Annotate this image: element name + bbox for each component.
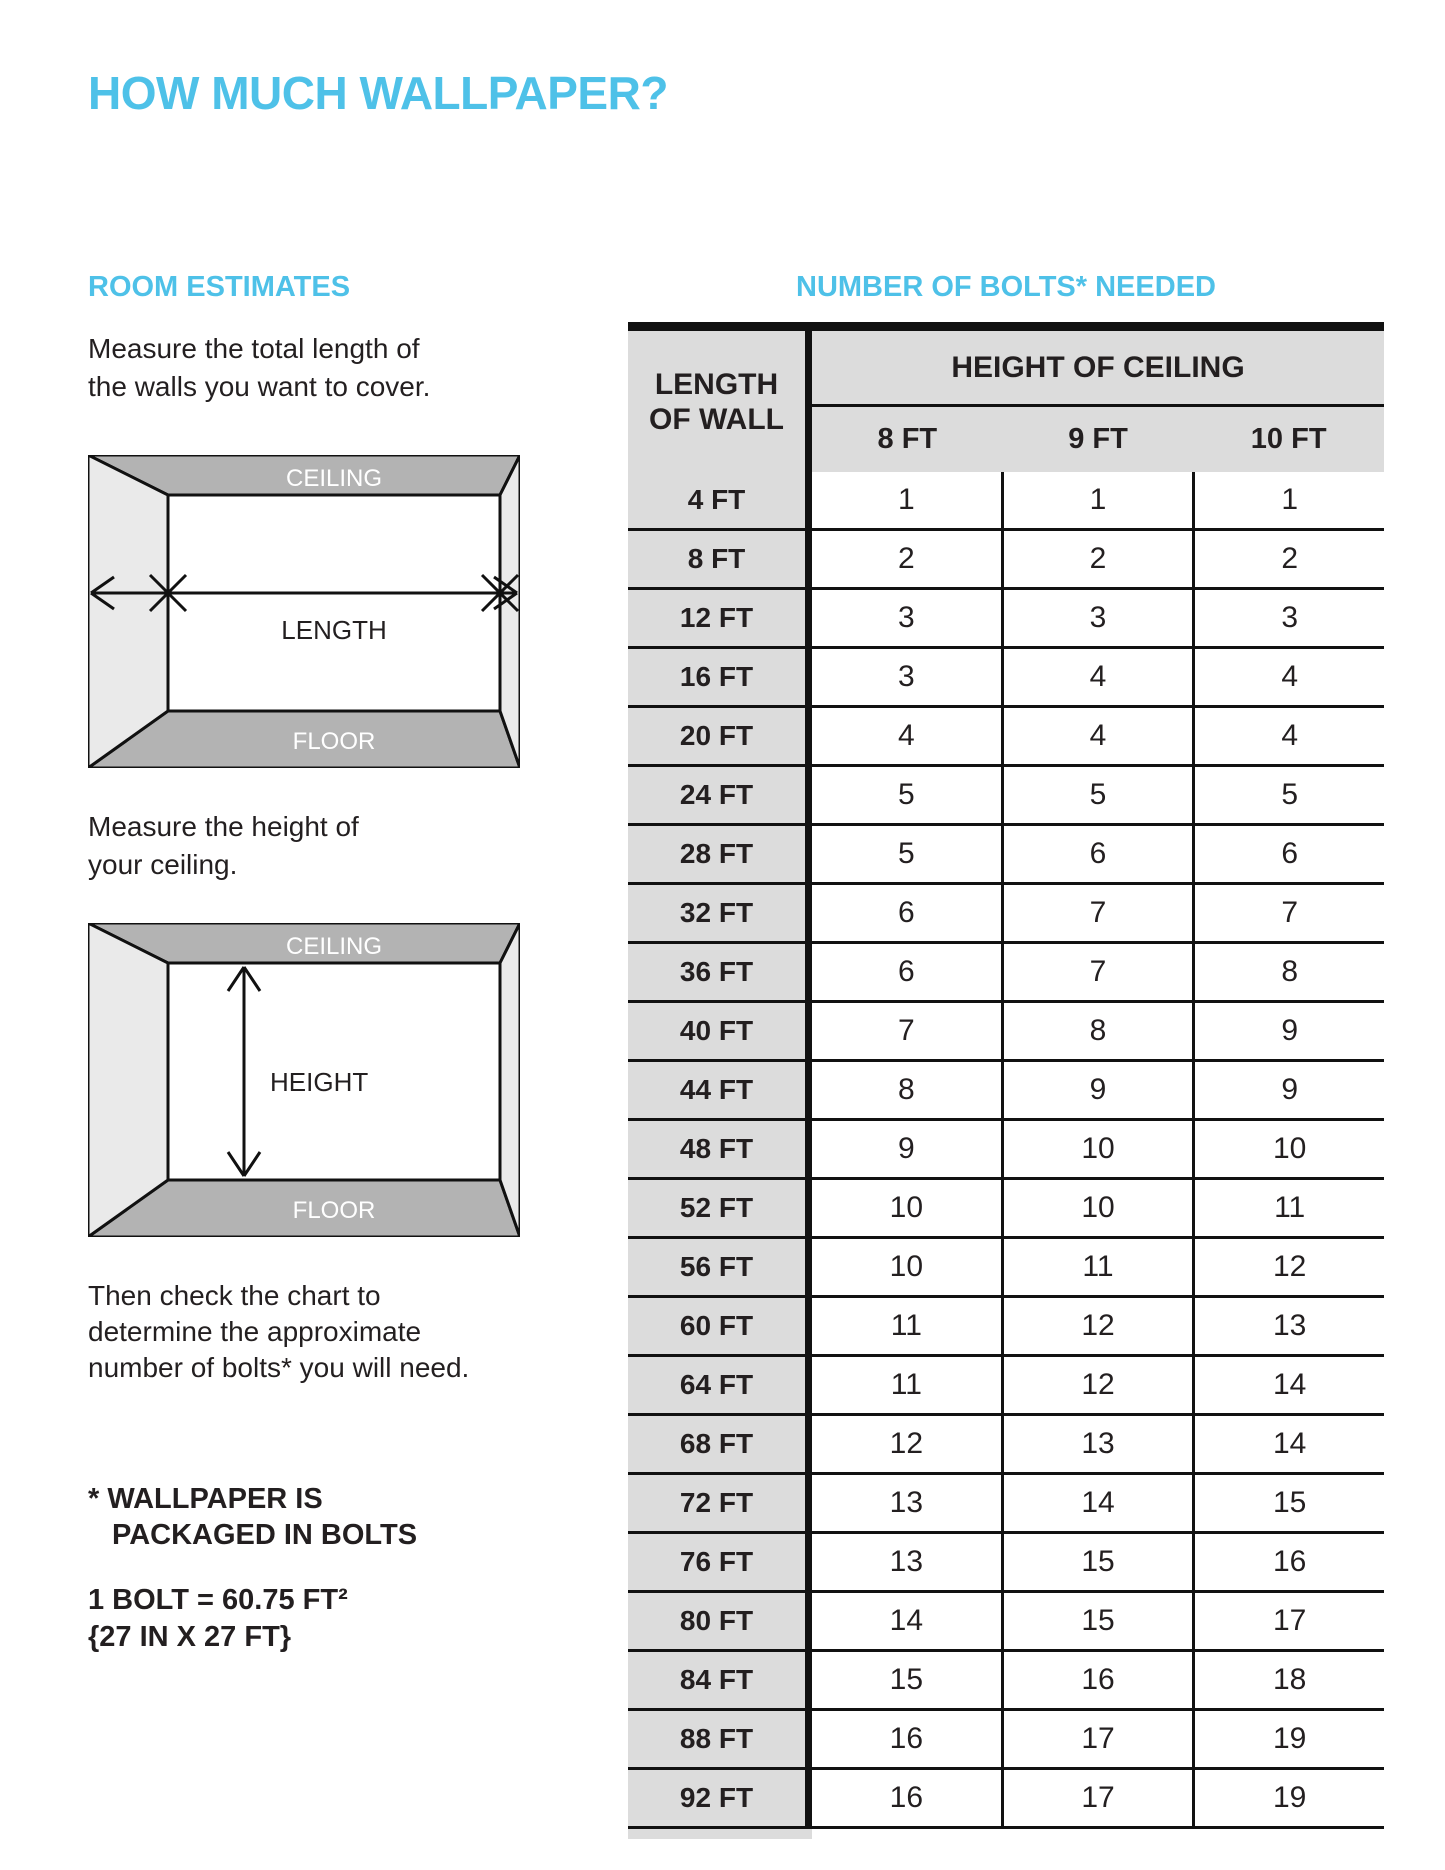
value-cell: 2	[897, 542, 915, 575]
value-cell: 5	[1192, 767, 1384, 823]
room-height-diagram	[88, 923, 520, 1237]
length-label: LENGTH	[281, 615, 387, 645]
value-cell: 13	[889, 1486, 924, 1519]
table-bottom-strip	[628, 1829, 812, 1839]
table-row	[628, 528, 1384, 587]
value-cell: 14	[1001, 1475, 1193, 1531]
row-label-cell: 56 FT	[628, 1239, 812, 1295]
value-cell: 4	[1192, 708, 1384, 764]
instruction-check-chart	[88, 1278, 469, 1386]
table-row	[628, 472, 1384, 528]
row-label-cell: 28 FT	[628, 826, 812, 882]
table-header	[628, 331, 1384, 472]
value-cell: 5	[1001, 767, 1193, 823]
column-headers-row	[812, 407, 1384, 472]
value-cell: 4	[897, 719, 915, 752]
value-cell: 7	[897, 1014, 915, 1047]
value-cell: 12	[1001, 1298, 1193, 1354]
value-cell: 15	[1001, 1593, 1193, 1649]
instruction-line: Then check the chart to	[88, 1280, 381, 1311]
value-cell: 9	[1001, 1062, 1193, 1118]
value-cell: 16	[889, 1781, 924, 1814]
length-of-wall-header	[628, 331, 812, 472]
value-cell: 17	[1192, 1593, 1384, 1649]
table-row	[628, 1649, 1384, 1708]
value-cell: 15	[1192, 1475, 1384, 1531]
value-cell: 1	[1192, 472, 1384, 528]
table-row	[628, 1000, 1384, 1059]
height-of-ceiling-header: HEIGHT OF CEILING	[812, 331, 1384, 407]
row-label-cell: 64 FT	[628, 1357, 812, 1413]
value-cell: 19	[1192, 1770, 1384, 1826]
value-cell: 14	[1192, 1357, 1384, 1413]
table-row	[628, 1413, 1384, 1472]
row-label-cell: 88 FT	[628, 1711, 812, 1767]
table-body	[628, 472, 1384, 1829]
value-cell: 17	[1001, 1711, 1193, 1767]
value-cell: 9	[897, 1132, 915, 1165]
instruction-line: your ceiling.	[88, 849, 238, 880]
floor-label: FLOOR	[292, 728, 376, 755]
length-of-wall-header-line: LENGTH	[654, 367, 779, 401]
table-row	[628, 764, 1384, 823]
instruction-measure-height	[88, 808, 359, 884]
value-cell: 13	[1192, 1298, 1384, 1354]
column-header-8ft: 8 FT	[877, 423, 938, 455]
value-cell: 8	[1001, 1003, 1193, 1059]
value-cell: 2	[1001, 531, 1193, 587]
bolts-table	[628, 322, 1384, 1839]
value-cell: 5	[897, 778, 915, 811]
table-row	[628, 882, 1384, 941]
table-row	[628, 1177, 1384, 1236]
value-cell: 7	[1192, 885, 1384, 941]
value-cell: 11	[890, 1309, 922, 1342]
value-cell: 4	[1001, 649, 1193, 705]
row-label-cell: 8 FT	[628, 531, 812, 587]
row-label-cell: 4 FT	[628, 472, 812, 528]
value-cell: 2	[1192, 531, 1384, 587]
table-row	[628, 1236, 1384, 1295]
row-label-cell: 60 FT	[628, 1298, 812, 1354]
value-cell: 12	[1192, 1239, 1384, 1295]
value-cell: 7	[1001, 944, 1193, 1000]
value-cell: 10	[1192, 1121, 1384, 1177]
value-cell: 14	[1192, 1416, 1384, 1472]
value-cell: 18	[1192, 1652, 1384, 1708]
value-cell: 9	[1192, 1003, 1384, 1059]
row-label-cell: 12 FT	[628, 590, 812, 646]
instruction-line: determine the approximate	[88, 1316, 422, 1347]
bolt-definition-line: {27 IN X 27 FT}	[88, 1621, 292, 1653]
value-cell: 16	[1192, 1534, 1384, 1590]
table-row	[628, 1295, 1384, 1354]
value-cell: 17	[1001, 1770, 1193, 1826]
value-cell: 6	[1192, 826, 1384, 882]
instruction-measure-length	[88, 330, 430, 406]
table-row	[628, 1118, 1384, 1177]
value-cell: 13	[889, 1545, 924, 1578]
footnote-line: PACKAGED IN BOLTS	[112, 1519, 418, 1551]
value-cell: 16	[889, 1722, 924, 1755]
right-wall-surface	[500, 923, 520, 1237]
table-row	[628, 1531, 1384, 1590]
row-label-cell: 44 FT	[628, 1062, 812, 1118]
value-cell: 10	[1001, 1121, 1193, 1177]
table-row	[628, 1472, 1384, 1531]
value-cell: 11	[1192, 1180, 1384, 1236]
value-cell: 3	[897, 601, 915, 634]
length-of-wall-header-line: OF WALL	[649, 402, 784, 436]
row-label-cell: 32 FT	[628, 885, 812, 941]
value-cell: 6	[897, 896, 915, 929]
row-label-cell: 40 FT	[628, 1003, 812, 1059]
row-label-cell: 36 FT	[628, 944, 812, 1000]
value-cell: 6	[1001, 826, 1193, 882]
back-wall-surface	[168, 495, 500, 711]
value-cell: 10	[889, 1250, 924, 1283]
value-cell: 15	[1001, 1534, 1193, 1590]
value-cell: 1	[1001, 472, 1193, 528]
value-cell: 11	[1001, 1239, 1193, 1295]
bolt-definition	[88, 1582, 348, 1656]
value-cell: 4	[1192, 649, 1384, 705]
value-cell: 15	[889, 1663, 924, 1696]
page-title: HOW MUCH WALLPAPER?	[88, 67, 668, 119]
value-cell: 10	[889, 1191, 924, 1224]
ceiling-header-group	[812, 331, 1384, 472]
row-label-cell: 92 FT	[628, 1770, 812, 1826]
value-cell: 3	[1192, 590, 1384, 646]
row-label-cell: 20 FT	[628, 708, 812, 764]
table-row	[628, 1059, 1384, 1118]
row-label-cell: 76 FT	[628, 1534, 812, 1590]
bolt-definition-line: 1 BOLT = 60.75 FT²	[88, 1584, 348, 1616]
value-cell: 8	[1192, 944, 1384, 1000]
table-row	[628, 1590, 1384, 1649]
row-label-cell: 48 FT	[628, 1121, 812, 1177]
table-row	[628, 1767, 1384, 1826]
table-row	[628, 587, 1384, 646]
ceiling-label: CEILING	[285, 933, 383, 960]
value-cell: 16	[1001, 1652, 1193, 1708]
row-label-cell: 72 FT	[628, 1475, 812, 1531]
value-cell: 5	[897, 837, 915, 870]
left-wall-surface	[88, 455, 168, 768]
left-wall-surface	[88, 923, 168, 1237]
row-label-cell: 68 FT	[628, 1416, 812, 1472]
instruction-line: the walls you want to cover.	[88, 371, 431, 402]
table-row	[628, 646, 1384, 705]
bolts-footnote	[88, 1481, 417, 1553]
value-cell: 3	[1001, 590, 1193, 646]
value-cell: 14	[889, 1604, 924, 1637]
room-estimates-heading: ROOM ESTIMATES	[88, 271, 351, 303]
row-label-cell: 52 FT	[628, 1180, 812, 1236]
value-cell: 9	[1192, 1062, 1384, 1118]
row-label-cell: 80 FT	[628, 1593, 812, 1649]
table-row	[628, 1354, 1384, 1413]
height-label: HEIGHT	[270, 1067, 369, 1097]
column-header-10ft: 10 FT	[1250, 423, 1327, 455]
value-cell: 10	[1001, 1180, 1193, 1236]
row-label-cell: 24 FT	[628, 767, 812, 823]
value-cell: 3	[897, 660, 915, 693]
table-top-border	[628, 322, 1384, 331]
value-cell: 19	[1192, 1711, 1384, 1767]
column-header-9ft: 9 FT	[1068, 423, 1128, 455]
value-cell: 4	[1001, 708, 1193, 764]
table-row	[628, 823, 1384, 882]
instruction-line: number of bolts* you will need.	[88, 1352, 470, 1383]
floor-label: FLOOR	[292, 1197, 376, 1224]
instruction-line: Measure the height of	[88, 811, 359, 842]
row-label-cell: 16 FT	[628, 649, 812, 705]
value-cell: 12	[1001, 1357, 1193, 1413]
value-cell: 11	[890, 1368, 922, 1401]
ceiling-label: CEILING	[285, 465, 383, 492]
room-length-diagram	[88, 455, 520, 768]
table-row	[628, 1708, 1384, 1767]
value-cell: 1	[897, 483, 915, 516]
bolts-needed-heading: NUMBER OF BOLTS* NEEDED	[796, 271, 1216, 303]
value-cell: 6	[897, 955, 915, 988]
row-label-cell: 84 FT	[628, 1652, 812, 1708]
value-cell: 8	[897, 1073, 915, 1106]
table-row	[628, 941, 1384, 1000]
value-cell: 7	[1001, 885, 1193, 941]
value-cell: 12	[889, 1427, 924, 1460]
table-row	[628, 705, 1384, 764]
value-cell: 13	[1001, 1416, 1193, 1472]
footnote-line: * WALLPAPER IS	[88, 1483, 323, 1515]
instruction-line: Measure the total length of	[88, 333, 420, 364]
